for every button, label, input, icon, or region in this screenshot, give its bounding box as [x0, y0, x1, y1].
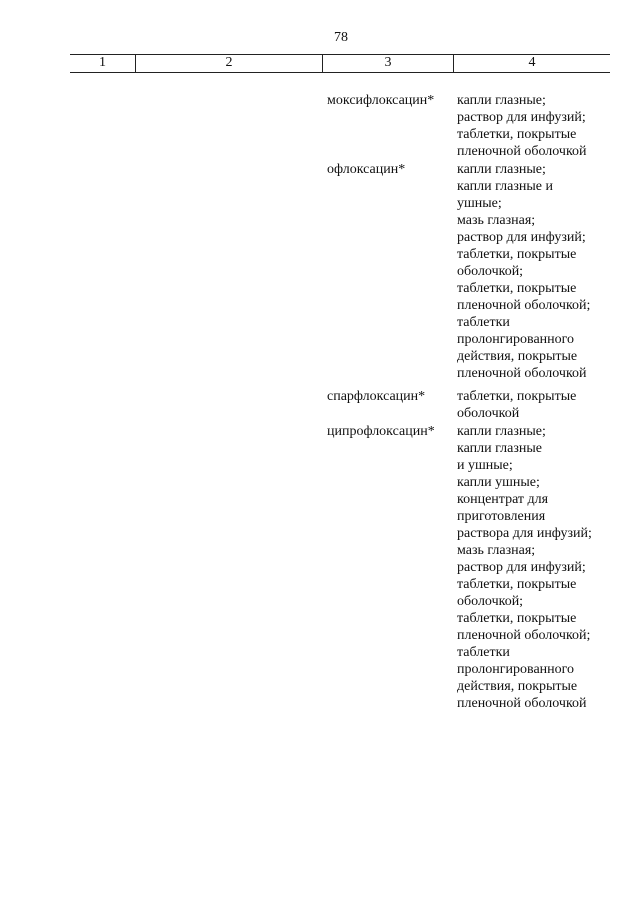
dosage-form-line: концентрат для [457, 492, 549, 507]
dosage-form-line: таблетки, покрытые [457, 577, 577, 592]
dosage-form-line: капли глазные и [457, 179, 553, 194]
dosage-form-line: таблетки, покрытые [457, 611, 577, 626]
column-header-4: 4 [453, 55, 610, 72]
drug-name: офлоксацин* [327, 162, 406, 177]
dosage-form-line: пленочной оболочкой [457, 366, 587, 381]
dosage-form-line: оболочкой [457, 406, 520, 421]
dosage-form-line: пленочной оболочкой [457, 696, 587, 711]
dosage-form-line: пленочной оболочкой [457, 144, 587, 159]
column-header-1: 1 [99, 55, 106, 70]
table-header [70, 54, 610, 73]
dosage-form-line: оболочкой; [457, 264, 524, 279]
dosage-form-line: раствор для инфузий; [457, 230, 586, 245]
dosage-form-line: таблетки, покрытые [457, 389, 577, 404]
dosage-form-line: раствор для инфузий; [457, 110, 586, 125]
dosage-form-line: действия, покрытые [457, 679, 578, 694]
dosage-form-line: пролонгированного [457, 332, 575, 347]
dosage-form-line: приготовления [457, 509, 546, 524]
dosage-form-line: таблетки [457, 645, 510, 660]
dosage-form-line: капли глазные; [457, 162, 546, 177]
dosage-form-line: ушные; [457, 196, 502, 211]
drug-name: спарфлоксацин* [327, 389, 426, 404]
dosage-form-line: раствор для инфузий; [457, 560, 586, 575]
dosage-form-line: таблетки, покрытые [457, 127, 577, 142]
column-header-3: 3 [322, 55, 453, 72]
dosage-form-line: пролонгированного [457, 662, 575, 677]
dosage-form-line: таблетки, покрытые [457, 247, 577, 262]
dosage-form-line: пленочной оболочкой; [457, 628, 591, 643]
drug-forms [457, 92, 587, 160]
dosage-form-line: таблетки [457, 315, 510, 330]
dosage-form-line: капли глазные [457, 441, 542, 456]
dosage-form-line: капли глазные; [457, 93, 546, 108]
dosage-form-line: оболочкой; [457, 594, 524, 609]
dosage-form-line: таблетки, покрытые [457, 281, 577, 296]
dosage-form-line: раствора для инфузий; [457, 526, 592, 541]
drug-name: моксифлоксацин* [327, 93, 435, 108]
column-header-2: 2 [135, 55, 322, 72]
drug-forms [457, 388, 576, 422]
dosage-form-line: мазь глазная; [457, 213, 536, 228]
dosage-form-line: действия, покрытые [457, 349, 578, 364]
drug-forms [457, 161, 590, 382]
dosage-form-line: капли глазные; [457, 424, 546, 439]
drug-forms [457, 423, 592, 712]
dosage-form-line: мазь глазная; [457, 543, 536, 558]
dosage-form-line: капли ушные; [457, 475, 540, 490]
dosage-form-line: и ушные; [457, 458, 513, 473]
page-number: 78 [334, 30, 348, 45]
dosage-form-line: пленочной оболочкой; [457, 298, 591, 313]
drug-name: ципрофлоксацин* [327, 424, 435, 439]
